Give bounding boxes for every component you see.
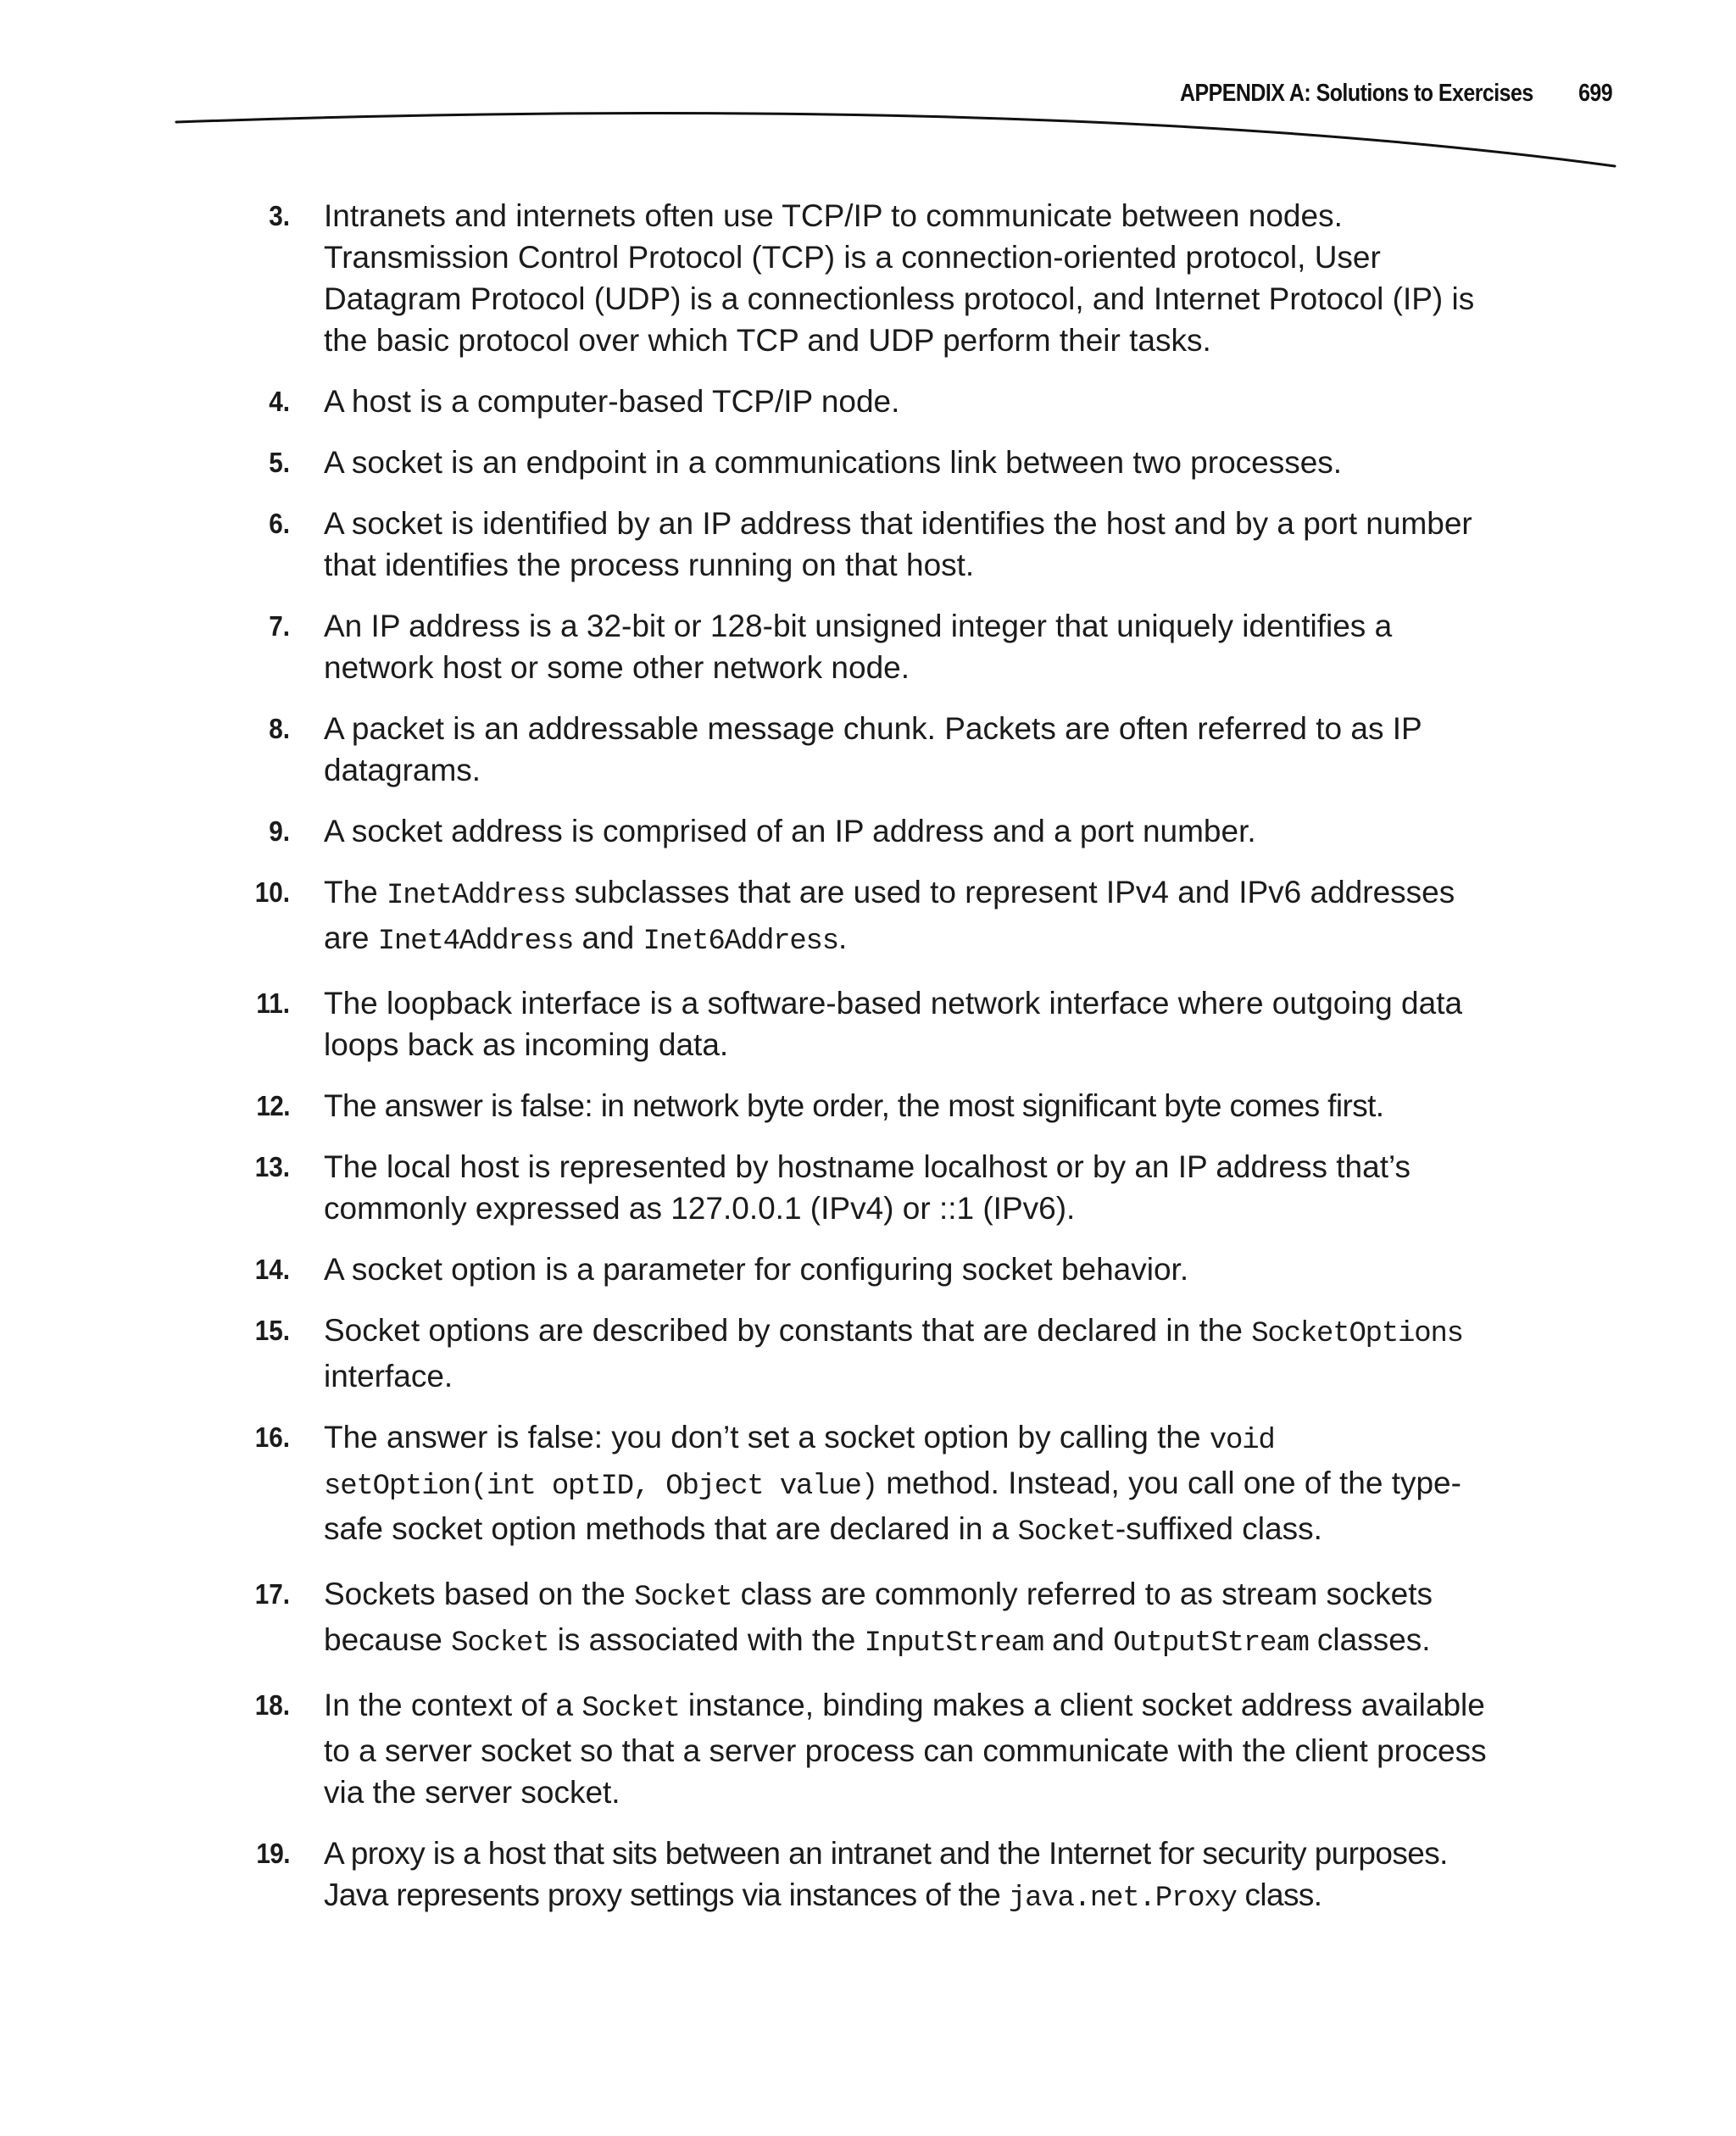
text-run: The <box>324 875 387 909</box>
answer-item <box>0 1684 1494 1813</box>
text-run: is associated with the <box>548 1622 865 1657</box>
answer-number: 5. <box>269 447 290 478</box>
text-run: A packet is an addressable message chunk. Packets are often referred to as IP datagrams. <box>324 711 1422 787</box>
answer-number: 3. <box>269 200 290 231</box>
inline-code: Socket <box>581 1693 680 1725</box>
answer-number: 9. <box>269 815 290 847</box>
answer-text <box>324 711 1422 787</box>
text-run: An IP address is a 32-bit or 128-bit unsigned integer that uniquely identifies a network host or some other network node. <box>324 609 1393 685</box>
text-run: Intranets and internets often use TCP/IP to communicate between nodes. Transmission Control Protocol (TCP) is a connection-oriented protocol, User Datagram Protocol (UDP) is a connectionless protocol, and Internet Protocol (IP) is the basic protocol over which TCP and UDP perform their tasks. <box>324 198 1475 358</box>
text-run: and <box>1043 1622 1114 1657</box>
answer-item <box>0 1085 1494 1126</box>
text-run: In the context of a <box>324 1688 582 1722</box>
text-run: class are commonly referred to as stream sockets because <box>324 1577 1433 1657</box>
answer-text <box>324 445 1342 480</box>
answer-number: 18. <box>254 1689 290 1721</box>
text-run: -suffixed class. <box>1115 1511 1322 1546</box>
answer-text <box>324 1149 1410 1226</box>
text-run: A socket option is a parameter for configuring socket behavior. <box>324 1252 1189 1287</box>
answer-item <box>0 708 1494 791</box>
section-title: APPENDIX A: Solutions to Exercises <box>1179 80 1533 107</box>
answer-text <box>324 1577 1433 1660</box>
text-run: classes. <box>1308 1622 1431 1657</box>
answer-number: 19. <box>256 1838 290 1869</box>
inline-code: Socket <box>1017 1516 1116 1549</box>
inline-code: Inet6Address <box>643 926 838 958</box>
answer-item <box>0 982 1494 1065</box>
answer-item <box>0 1146 1494 1229</box>
answer-number: 15. <box>254 1315 290 1346</box>
answer-item <box>0 381 1494 422</box>
answer-text <box>324 506 1472 582</box>
header-rule <box>0 102 1736 186</box>
answer-number: 12. <box>256 1090 290 1121</box>
text-run: A socket is identified by an IP address that identifies the host and by a port number that identifies the process running on that host. <box>324 506 1472 582</box>
inline-code: java.net.Proxy <box>1008 1883 1237 1915</box>
answer-item <box>0 1249 1494 1290</box>
page-number: 699 <box>1577 80 1612 107</box>
answer-item <box>0 1833 1494 1920</box>
answer-item <box>0 1416 1494 1554</box>
inline-code: InetAddress <box>387 880 566 912</box>
answer-item <box>0 1573 1494 1665</box>
text-run: subclasses that are used to represent IPv4 and IPv6 addresses are <box>324 875 1455 955</box>
answer-text <box>324 986 1462 1062</box>
inline-code: InputStream <box>864 1627 1043 1660</box>
text-run: A host is a computer-based TCP/IP node. <box>324 384 900 419</box>
answer-text <box>324 1088 1383 1123</box>
text-run: The answer is false: in network byte order, the most significant byte comes first. <box>324 1088 1384 1123</box>
text-run: Socket options are described by constants that are declared in the <box>324 1313 1252 1348</box>
answer-number: 14. <box>254 1254 290 1285</box>
answer-text <box>324 1836 1448 1915</box>
answer-number: 4. <box>269 386 290 417</box>
answer-text <box>324 875 1455 958</box>
inline-code: OutputStream <box>1113 1627 1309 1660</box>
answer-text <box>324 1420 1461 1549</box>
answer-text <box>324 814 1256 848</box>
answer-number: 16. <box>254 1421 290 1453</box>
answer-item <box>0 1310 1494 1397</box>
text-run: The answer is false: you don’t set a socket option by calling the <box>324 1420 1210 1455</box>
text-run: The loopback interface is a software-based network interface where outgoing data loops back as incoming data. <box>324 986 1463 1062</box>
inline-code: Inet4Address <box>377 926 574 958</box>
text-run: instance, binding makes a client socket address available to a server socket so that a server process can communicate with the client process via the server socket. <box>324 1688 1487 1810</box>
answer-item <box>0 871 1494 963</box>
text-run: A proxy is a host that sits between an intranet and the Internet for security purposes. Java represents proxy settings via instances of the <box>324 1836 1448 1912</box>
answer-list <box>0 195 1736 1939</box>
text-run: The local host is represented by hostname localhost or by an IP address that’s commonly expressed as 127.0.0.1 (IPv4) or ::1 (IPv6). <box>324 1149 1411 1226</box>
answer-item <box>0 605 1494 688</box>
text-run: A socket address is comprised of an IP address and a port number. <box>324 814 1256 848</box>
text-run: Sockets based on the <box>324 1577 635 1611</box>
answer-item <box>0 503 1494 586</box>
answer-number: 17. <box>254 1578 290 1610</box>
answer-number: 6. <box>269 508 290 539</box>
answer-number: 10. <box>254 876 290 908</box>
answer-text <box>324 1688 1487 1810</box>
answer-text <box>324 1313 1463 1393</box>
text-run: and <box>573 921 643 955</box>
text-run: interface. <box>324 1359 453 1393</box>
text-run: class. <box>1236 1877 1322 1912</box>
inline-code: SocketOptions <box>1251 1318 1463 1350</box>
inline-code: Socket <box>451 1627 549 1660</box>
answer-item <box>0 810 1494 852</box>
answer-item <box>0 442 1494 483</box>
answer-number: 8. <box>269 713 290 744</box>
answer-text <box>324 384 899 419</box>
answer-number: 7. <box>269 610 290 642</box>
inline-code: Socket <box>634 1582 732 1614</box>
text-run: method. Instead, you call one of the type-safe socket option methods that are declared in a <box>324 1466 1461 1546</box>
answer-text <box>324 609 1392 685</box>
answer-item <box>0 195 1494 361</box>
text-run: . <box>837 921 848 955</box>
inline-code: void setOption(int optID, Object value) <box>324 1425 1275 1503</box>
answer-number: 11. <box>256 987 290 1019</box>
answer-text <box>324 1252 1188 1287</box>
answer-number: 13. <box>254 1151 290 1182</box>
text-run: A socket is an endpoint in a communications link between two processes. <box>324 445 1343 480</box>
answer-text <box>324 198 1474 358</box>
